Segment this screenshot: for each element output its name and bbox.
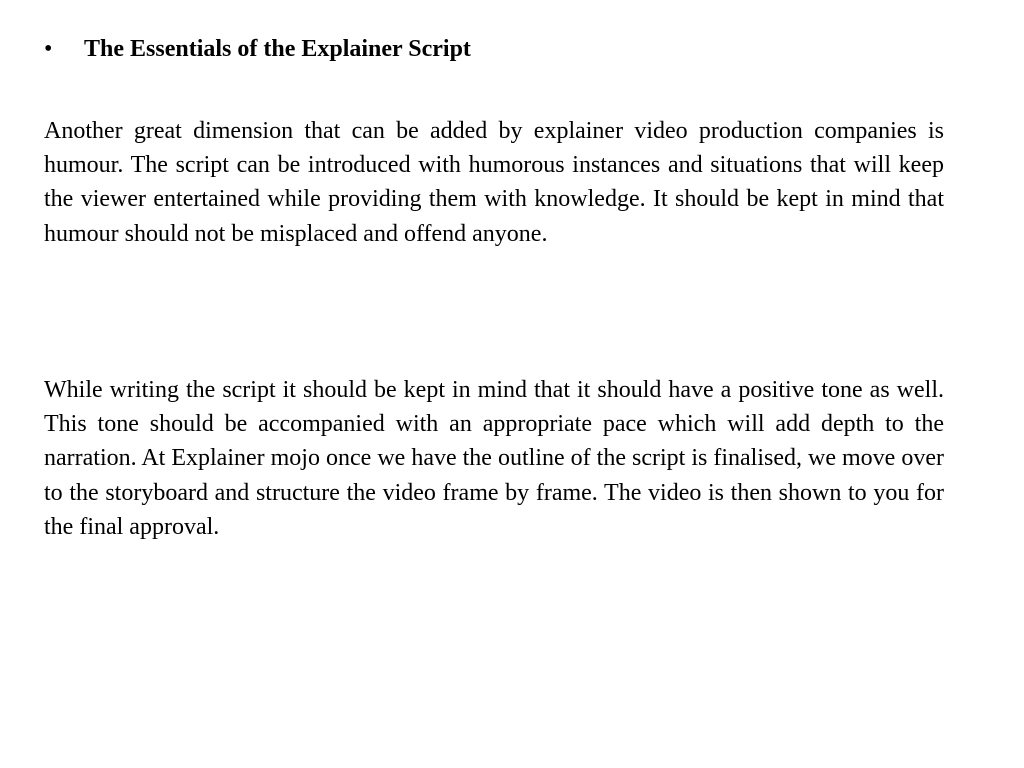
body-paragraph-humour: Another great dimension that can be added by explainer video production companies is humour. The script can be introduced with humorous instances and situations that will keep the viewer entertained while providing them with knowledge. It should be kept in mind that humour should not be misplaced and offend anyone.	[44, 118, 944, 247]
heading-row	[44, 33, 471, 65]
body-paragraph-tone: While writing the script it should be kept in mind that it should have a positive tone as well. This tone should be accompanied with an appropriate pace which will add depth to the narration. At Explainer mojo once we have the outline of the script is finalised, we move over to the storyboard and structure the video frame by frame. The video is then shown to you for the final approval.	[44, 377, 944, 540]
slide-heading: The Essentials of the Explainer Script	[84, 36, 471, 62]
bullet-point: •	[44, 36, 53, 62]
